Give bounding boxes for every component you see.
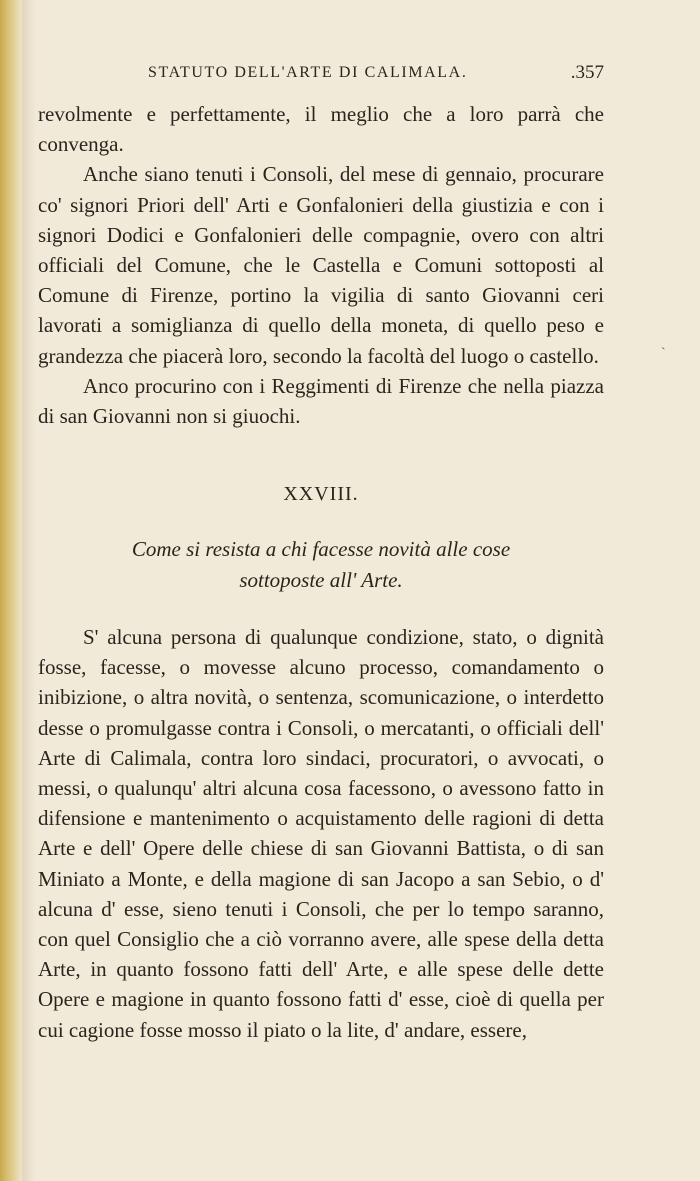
page-number: .357	[570, 62, 604, 83]
rubric-line-2: sottoposte all' Arte.	[239, 568, 403, 592]
paragraph-piazza: Anco procurino con i Reggimenti di Firenze che nella piazza di san Giovanni non si giuochi.	[38, 373, 604, 429]
running-title: STATUTO DELL'ARTE DI CALIMALA.	[148, 64, 468, 81]
rubric-line-1: Come si resista a chi facesse novità alle cose	[131, 537, 511, 561]
paragraph-consoli: Anche siano tenuti i Consoli, del mese di gennaio, procurare co' signori Priori dell' Arti e Gonfalonieri della giustizia e con i signori Dodici e Gonfalonieri delle compagnie, overo con altri officiali del Comune, che le Castella e Comuni sottoposti al Comune di Firenze, portino la vigilia di santo Giovanni ceri lavorati a somiglianza di quello della moneta, di quello peso e grandezza che piacerà loro, secondo la facoltà del luogo o castello.	[38, 162, 604, 368]
margin-mark: ˋ	[661, 346, 666, 361]
paragraph-chapter-body: S' alcuna persona di qualunque condizione, stato, o dignità fosse, facesse, o movesse alcuno processo, comandamento o inibizione, o altra novità, o sentenza, scomunicazione, o interdetto desse o promulgasse contra i Consoli, o mercatanti, o officiali dell' Arte di Calimala, contra loro sindaci, procuratori, o avvocati, o messi, o qualunqu' altri alcuna cosa facessono, o avessono fatto in difensione e mantenimento o acquistamento delle ragioni di detta Arte e dell' Opere delle chiese di san Giovanni Battista, o di san Miniato a Monte, e della magione di san Jacopo a san Sebio, o d' alcuna d' esse, sieno tenuti i Consoli, che per lo tempo saranno, con quel Consiglio che a ciò vorranno avere, alle spese della detta Arte, in quanto fossono fatti dell' Arte, e alle spese delle dette Opere e magione in quanto fossono fatti d' esse, cioè di quella per cui cagione fosse mosso il piato o la lite, d' andare, essere,	[38, 625, 604, 1042]
chapter-number: XXVIII.	[283, 483, 359, 505]
text-block-top	[38, 99, 604, 431]
page-header	[38, 62, 604, 88]
text-block-chapter	[38, 622, 604, 1045]
chapter-rubric	[38, 534, 604, 596]
gutter-shadow	[22, 0, 36, 1181]
page-binding-edge	[0, 0, 22, 1181]
paragraph-continuation: revolmente e perfettamente, il meglio che a loro parrà che convenga.	[38, 102, 604, 157]
